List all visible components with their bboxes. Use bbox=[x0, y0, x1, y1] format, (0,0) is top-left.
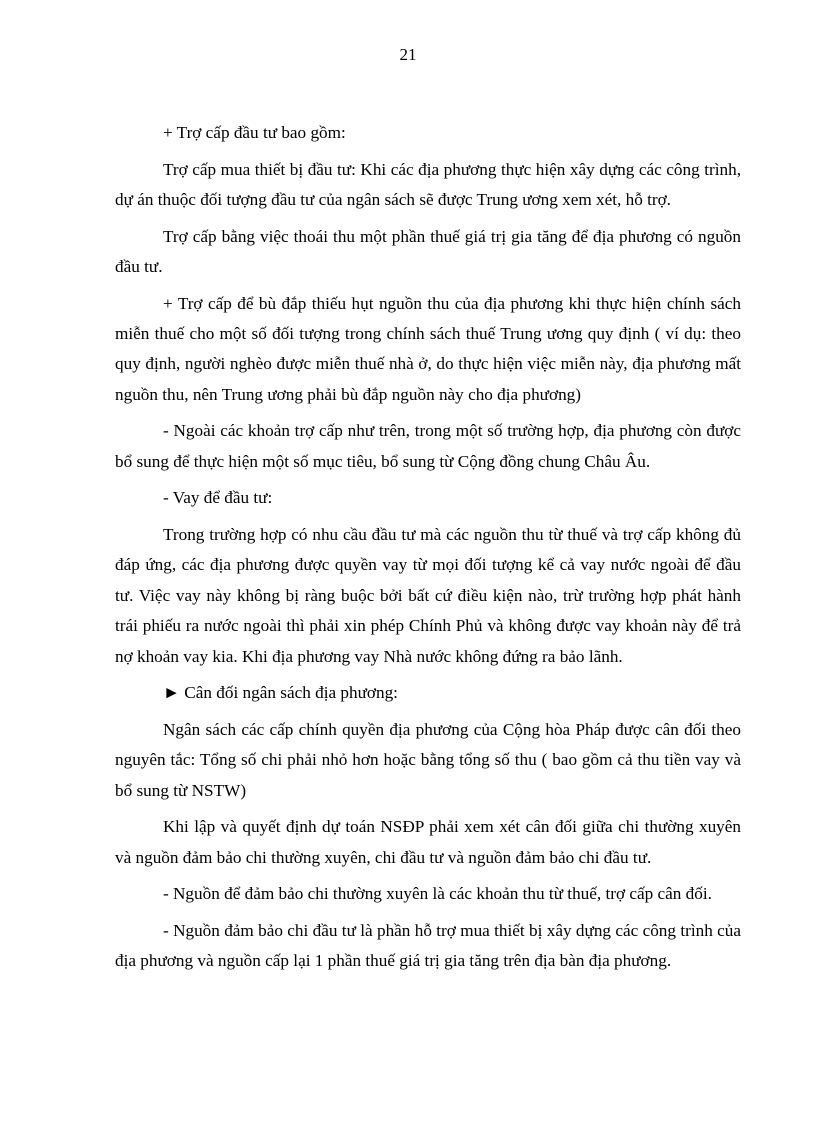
paragraph-balance-principle: Ngân sách các cấp chính quyền địa phương của Cộng hòa Pháp được cân đối theo nguyên tắc: Tổng số chi phải nhỏ hơn hoặc bằng tổng số thu ( bao gồm cả thu tiền vay và bổ sung từ NSTW) bbox=[115, 719, 741, 800]
paragraph-budget-estimate: Khi lập và quyết định dự toán NSĐP phải xem xét cân đối giữa chi thường xuyên và nguồn đảm bảo chi thường xuyên, chi đầu tư và nguồn đảm bảo chi đầu tư. bbox=[115, 817, 741, 867]
paragraph-borrowing-detail: Trong trường hợp có nhu cầu đầu tư mà các nguồn thu từ thuế và trợ cấp không đủ đáp ứng, các địa phương được quyền vay từ mọi đối tượng kể cả vay nước ngoài để đầu tư. Việc vay này không bị ràng buộc bởi bất cứ điều kiện nào, trừ trường hợp phát hành trái phiếu ra nước ngoài thì phải xin phép Chính Phủ và không được vay khoản này để trả nợ khoản vay kia. Khi địa phương vay Nhà nước không đứng ra bảo lãnh. bbox=[115, 525, 741, 666]
page-content bbox=[115, 118, 741, 983]
paragraph-revenue-shortfall-subsidy: + Trợ cấp để bù đắp thiếu hụt nguồn thu của địa phương khi thực hiện chính sách miễn thuế cho một số đối tượng trong chính sách thuế Trung ương quy định ( ví dụ: theo quy định, người nghèo được miễn thuế nhà ở, do thực hiện việc miễn này, địa phương mất nguồn thu, nên Trung ương phải bù đắp nguồn này cho địa phương) bbox=[115, 293, 741, 404]
paragraph-investment-source: - Nguồn đảm bảo chi đầu tư là phần hỗ trợ mua thiết bị xây dựng các công trình của địa phương và nguồn cấp lại 1 phần thuế giá trị gia tăng trên địa bàn địa phương. bbox=[115, 920, 741, 971]
paragraph-budget-balance-heading: ► Cân đối ngân sách địa phương: bbox=[163, 683, 398, 703]
paragraph-equipment-subsidy: Trợ cấp mua thiết bị đầu tư: Khi các địa phương thực hiện xây dựng các công trình, dự án thuộc đối tượng đầu tư của ngân sách sẽ được Trung ương xem xét, hỗ trợ. bbox=[115, 159, 741, 209]
paragraph-vat-subsidy: Trợ cấp bằng việc thoái thu một phần thuế giá trị gia tăng để địa phương có nguồn đầu tư. bbox=[115, 226, 741, 276]
paragraph-eu-supplement: - Ngoài các khoản trợ cấp như trên, trong một số trường hợp, địa phương còn được bổ sung để thực hiện một số mục tiêu, bổ sung từ Cộng đồng chung Châu Âu. bbox=[115, 421, 741, 471]
paragraph-investment-subsidy-heading: + Trợ cấp đầu tư bao gồm: bbox=[163, 123, 346, 142]
paragraph-borrowing-heading: - Vay để đầu tư: bbox=[163, 488, 273, 508]
paragraph-recurrent-source: - Nguồn để đảm bảo chi thường xuyên là các khoản thu từ thuế, trợ cấp cân đối. bbox=[163, 884, 712, 904]
page-number: 21 bbox=[399, 45, 417, 64]
